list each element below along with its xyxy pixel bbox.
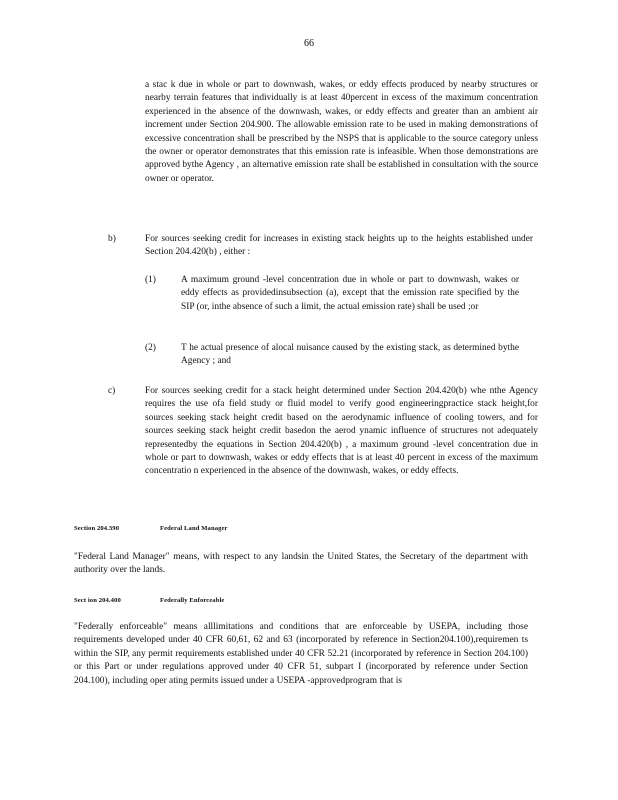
item-b-text: For sources seeking credit for increases in existing stack heights up to the heights established under Section 204.420(b) , either : [145,234,533,258]
item-c-text: For sources seeking credit for a stack height determined under Section 204.420(b) whe nthe Agency requires the use ofa field study or fluid model to verify good engineeringpractice stack height,for sources seeking stack height credit based on the aerodynamic influence of cooling towers, and for sources seeking stack height credit basedon the aerod ynamic influence of structures not adequately representedby the equations in Section 204.420(b) , a maximum ground -level concentration due in whole or part to downwash, wakes or eddy effects that is at least 40 percent in excess of the maximum concentratio n experienced in the absence of the downwash, wakes, or eddy effects. [145,386,538,477]
section-390-text: "Federal Land Manager" means, with respect to any landsin the United States, the Secretary of the department with authority over the lands. [74,552,528,576]
section-400-heading [74,596,224,606]
item-c-label: c) [108,386,116,396]
continuation-paragraph: a stac k due in whole or part to downwash, wakes, or eddy effects produced by nearby structures or nearby terrain features that individually is at least 40percent in excess of the maximum concentration experienced in the absence of the downwash, wakes, or eddy effects and greater than an ambient air increment under Section 204.900. The allowable emission rate to be used in making demonstrations of excessive concentration shall be prescribed by the NSPS that is applicable to the source category unless the owner or operator demonstrates that this emission rate is infeasible. When those demonstrations are approved bythe Agency , an alternative emission rate shall be established in consultation with the source owner or operator. [145,80,538,184]
item-b2-label: (2) [145,343,156,353]
item-b1-text: A maximum ground -level concentration due in whole or part to downwash, wakes or eddy effects as providedinsubsection (a), except that the emission rate specified by the SIP (or, inthe absence of such a limit, the actual emission rate) shall be used ;or [181,275,519,312]
section-400-title: Federally Enforceable [160,597,225,604]
section-390-title: Federal Land Manager [160,525,228,532]
section-400-number: Sect ion 204.400 [74,597,121,604]
item-b2-text: T he actual presence of alocal nuisance caused by the existing stack, as determined bythe Agency ; and [181,343,519,367]
item-b-label: b) [108,234,116,244]
section-400-text: "Federally enforceable" means alllimitations and conditions that are enforceable by USEPA, including those requirements developed under 40 CFR 60,61, 62 and 63 (incorporated by reference in Section204.100),requiremen ts within the SIP, any permit requirements established under 40 CFR 52.21 (incorporated by reference in Section 204.100) or this Part or under regulations approved under 40 CFR 51, subpart I (incorporated by reference under Section 204.100), including oper ating permits issued under a USEPA -approvedprogram that is [74,622,528,686]
page-number: 66 [304,38,314,49]
item-b1-label: (1) [145,275,156,285]
section-390-heading [74,524,228,534]
section-390-number: Section 204.390 [74,525,120,532]
